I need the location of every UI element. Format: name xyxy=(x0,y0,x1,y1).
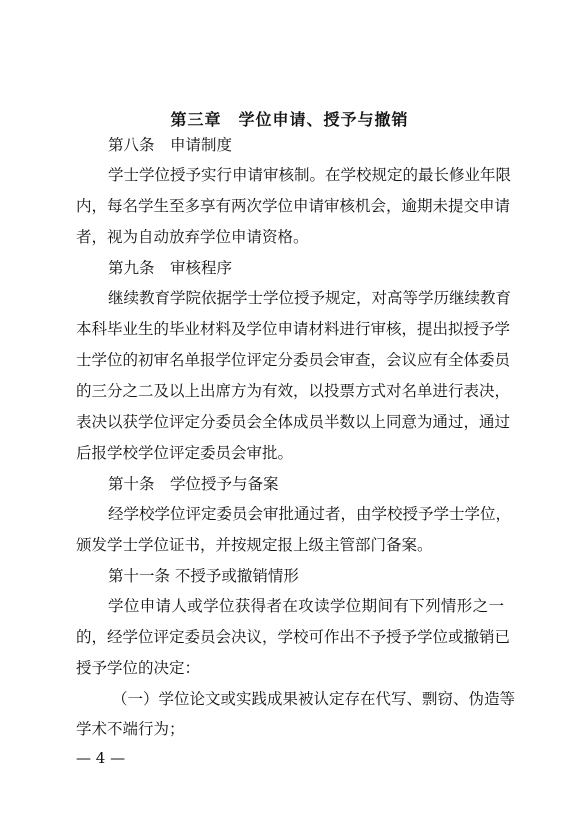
page-number: — 4 — xyxy=(76,749,126,767)
article-10-line-1: 经学校学位评定委员会审批通过者，由学校授予学士学位， xyxy=(108,505,512,523)
article-10-line-2: 颁发学士学位证书，并按规定报上级主管部门备案。 xyxy=(76,536,433,554)
article-9-heading: 第九条 审核程序 xyxy=(108,259,233,277)
article-11-item-1-line-1: （一）学位论文或实践成果被认定存在代写、剽窃、伪造等 xyxy=(112,690,516,708)
article-9-line-5: 表决以获学位评定分委员会全体成员半数以上同意为通过，通过 xyxy=(76,413,511,431)
article-11-heading: 第十一条 不授予或撤销情形 xyxy=(108,567,299,585)
chapter-title: 第三章 学位申请、授予与撤销 xyxy=(170,110,409,129)
article-11-item-1-line-2: 学术不端行为； xyxy=(76,720,185,738)
article-8-heading: 第八条 申请制度 xyxy=(108,136,233,154)
article-11-line-1: 学位申请人或学位获得者在攻读学位期间有下列情形之一 xyxy=(108,597,504,615)
article-8-line-2: 内，每名学生至多享有两次学位申请审核机会，逾期未提交申请 xyxy=(76,197,511,215)
article-9-line-2: 本科毕业生的毕业材料及学位申请材料进行审核，提出拟授予学 xyxy=(76,320,511,338)
article-9-line-6: 后报学校学位评定委员会审批。 xyxy=(76,444,294,462)
article-8-line-3: 者，视为自动放弃学位申请资格。 xyxy=(76,228,309,246)
article-10-heading: 第十条 学位授予与备案 xyxy=(108,475,279,493)
article-11-line-3: 授予学位的决定： xyxy=(76,659,201,677)
article-11-line-2: 的，经学位评定委员会决议，学校可作出不予授予学位或撤销已 xyxy=(76,628,511,646)
article-8-line-1: 学士学位授予实行申请审核制。在学校规定的最长修业年限 xyxy=(108,166,512,184)
article-9-line-4: 的三分之二及以上出席方为有效，以投票方式对名单进行表决， xyxy=(76,382,511,400)
article-9-line-3: 士学位的初审名单报学位评定分委员会审查，会议应有全体委员 xyxy=(76,351,511,369)
article-9-line-1: 继续教育学院依据学士学位授予规定，对高等学历继续教育 xyxy=(108,289,512,307)
